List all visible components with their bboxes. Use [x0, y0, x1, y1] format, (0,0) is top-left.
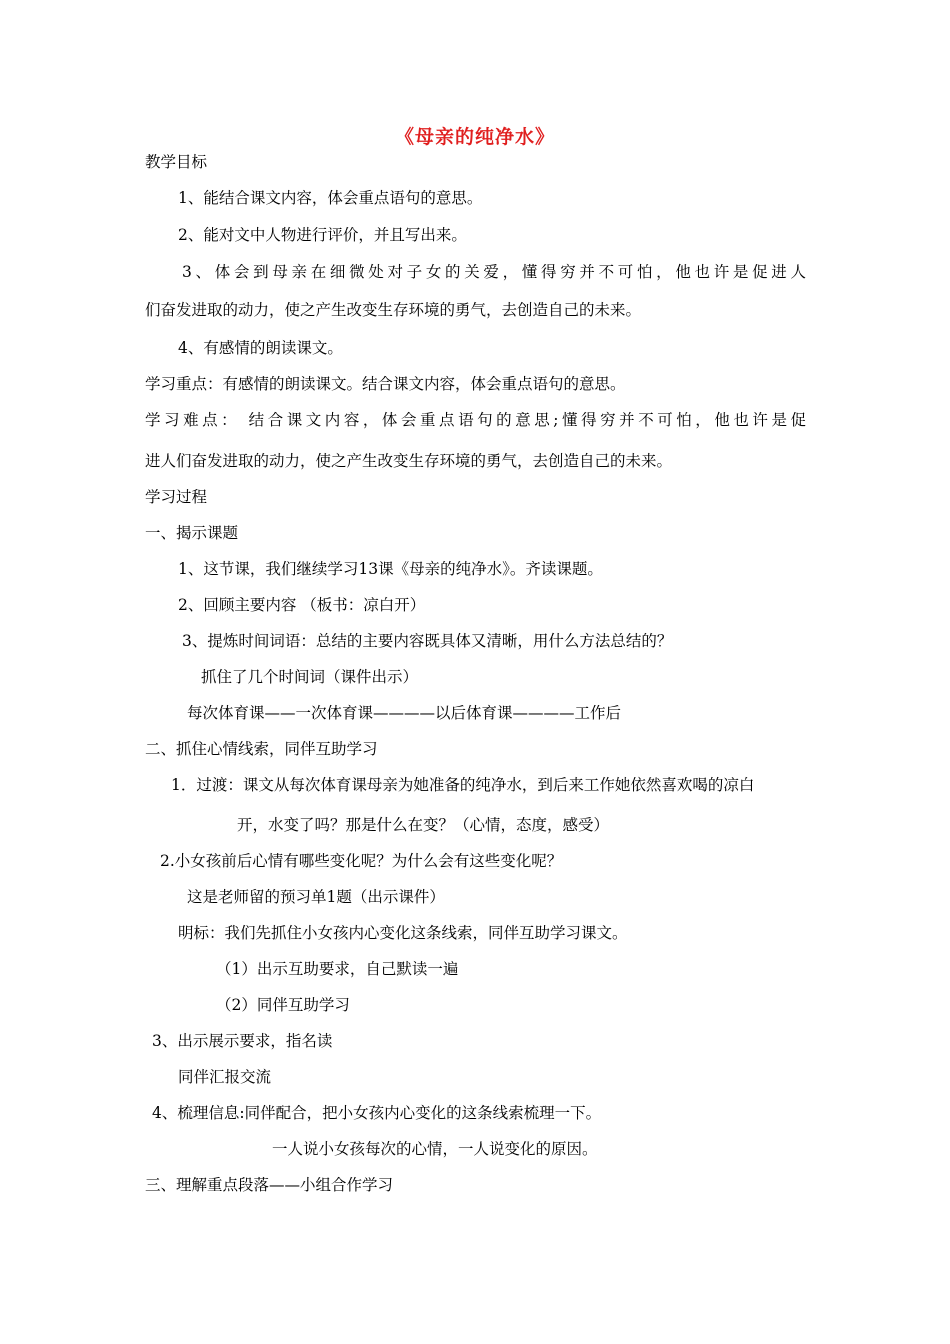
time-words-sequence: 每次体育课——一次体育课————以后体育课————工作后 — [187, 704, 622, 722]
difficulties-line-1: 学习难点： 结合课文内容，体会重点语句的意思;懂得穷并不可怕，他也许是促 — [145, 411, 806, 429]
key-points: 学习重点：有感情的朗读课文。结合课文内容，体会重点语句的意思。 — [145, 375, 626, 393]
document-title: 《母亲的纯净水》 — [394, 126, 555, 148]
process-1-2: 2、回顾主要内容 （板书：凉白开） — [178, 596, 426, 614]
objective-2: 2、能对文中人物进行评价，并且写出来。 — [178, 226, 467, 244]
section-heading-2: 二、抓住心情线索，同伴互助学习 — [145, 740, 378, 758]
objective-3-line-1: 3、体会到母亲在细微处对子女的关爱，懂得穷并不可怕，他也许是促进人 — [182, 263, 806, 281]
process-2-4: 4、梳理信息:同伴配合，把小女孩内心变化的这条线索梳理一下。 — [152, 1104, 602, 1122]
process-1-3-note: 抓住了几个时间词（课件出示） — [201, 668, 419, 686]
process-2-goal: 明标：我们先抓住小女孩内心变化这条线索，同伴互助学习课文。 — [178, 924, 628, 942]
section-heading-1: 一、揭示课题 — [145, 524, 239, 542]
process-2-step-2: （2）同伴互助学习 — [216, 996, 350, 1014]
difficulties-line-2: 进人们奋发进取的动力，使之产生改变生存环境的勇气，去创造自己的未来。 — [145, 452, 673, 470]
section-heading-process: 学习过程 — [145, 488, 208, 506]
process-2-1-line-1: 1．过渡：课文从每次体育课母亲为她准备的纯净水，到后来工作她依然喜欢喝的凉白 — [171, 776, 755, 794]
objective-1: 1、能结合课文内容，体会重点语句的意思。 — [178, 189, 483, 207]
process-2-step-1: （1）出示互助要求，自己默读一遍 — [216, 960, 459, 978]
process-2-3: 3、出示展示要求，指名读 — [152, 1032, 333, 1050]
section-heading-objectives: 教学目标 — [145, 153, 208, 171]
process-1-3: 3、提炼时间词语：总结的主要内容既具体又清晰，用什么方法总结的？ — [182, 632, 673, 650]
process-2-2: 2.小女孩前后心情有哪些变化呢？为什么会有这些变化呢？ — [160, 852, 563, 870]
section-heading-3: 三、理解重点段落——小组合作学习 — [145, 1176, 394, 1194]
objective-3-line-2: 们奋发进取的动力，使之产生改变生存环境的勇气，去创造自己的未来。 — [145, 301, 642, 319]
process-2-4-note: 一人说小女孩每次的心情，一人说变化的原因。 — [272, 1140, 598, 1158]
process-2-1-line-2: 开，水变了吗？那是什么在变？（心情，态度，感受） — [237, 816, 610, 834]
process-2-3-note: 同伴汇报交流 — [178, 1068, 272, 1086]
process-2-2-note: 这是老师留的预习单1题（出示课件） — [187, 888, 445, 906]
objective-4: 4、有感情的朗读课文。 — [178, 339, 343, 357]
process-1-1: 1、这节课，我们继续学习13课《母亲的纯净水》。齐读课题。 — [178, 560, 603, 578]
